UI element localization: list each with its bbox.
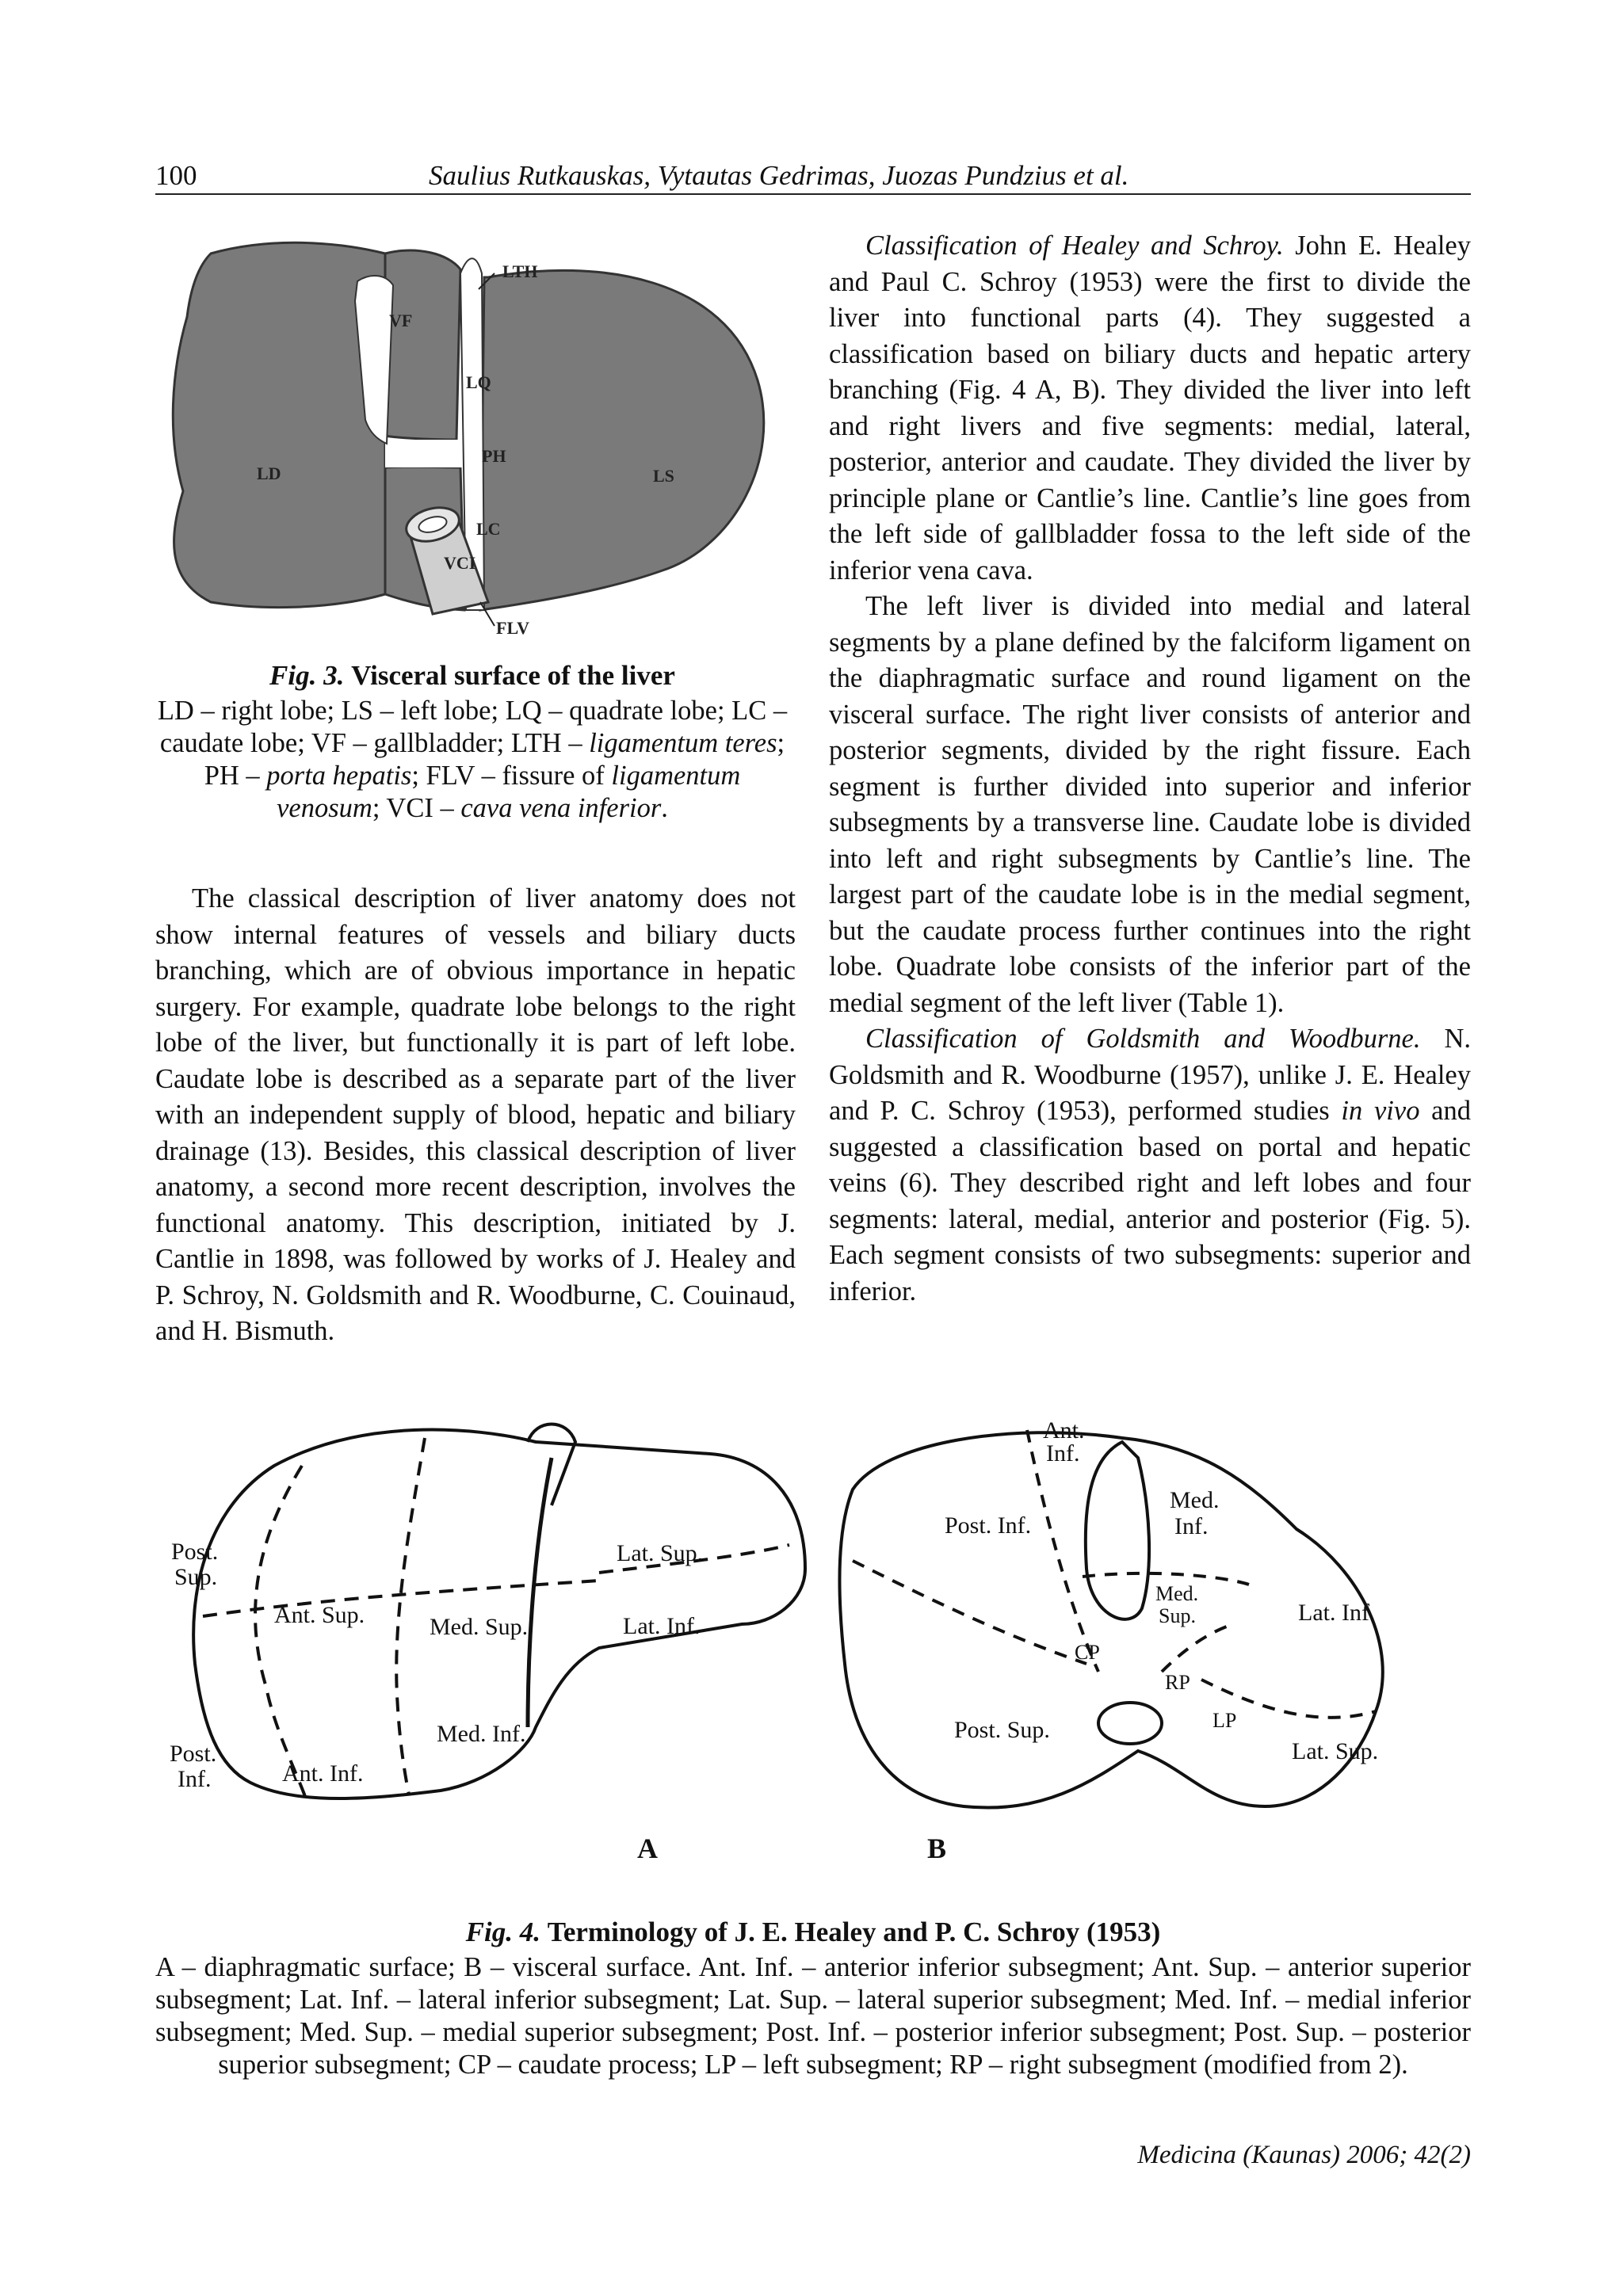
- b-med-inf-2: Inf.: [1174, 1513, 1209, 1539]
- b-med-sup-2: Sup.: [1159, 1604, 1196, 1627]
- paragraph-healey-schroy: Classification of Healey and Schroy. John E. Healey and Paul C. Schroy (1953) were the first to divide the liver into functional parts (4). They suggested a classification based on biliary ducts and hepatic artery branching (Fig. 4 A, B). They divided the liver into left and right livers and five segments: medial, lateral, posterior, anterior and caudate. They divided the liver by principle plane or Cantlie’s line. Cantlie’s line goes from the left side of gallbladder fossa to the left side of the inferior vena cava.: [829, 231, 1471, 585]
- label-ls: LS: [653, 466, 674, 486]
- header-authors: Saulius Rutkauskas, Vytautas Gedrimas, Juozas Pundzius et al.: [429, 160, 1129, 191]
- a-post-inf-1: Post.: [170, 1741, 217, 1767]
- label-ld: LD: [257, 463, 281, 483]
- figure-3-liver-diagram: [155, 230, 789, 642]
- quadrate-lobe-shape: [385, 250, 460, 440]
- b-cp: CP: [1075, 1641, 1100, 1664]
- b-ant-inf-1: Ant.: [1043, 1417, 1085, 1444]
- figure-4-title: Terminology of J. E. Healey and P. C. Schroy (1953): [547, 1917, 1161, 1947]
- page-number: 100: [155, 160, 197, 191]
- panel-b-label: B: [927, 1833, 947, 1864]
- label-lth: LTH: [502, 261, 538, 281]
- a-med-sup: Med. Sup.: [430, 1614, 529, 1640]
- panel-a-label: A: [637, 1833, 658, 1864]
- figure-3-title-line: [155, 659, 789, 692]
- label-lc: LC: [476, 519, 501, 539]
- label-vci: VCI: [444, 553, 476, 573]
- label-flv: FLV: [496, 618, 529, 638]
- figure-3-label: Fig. 3.: [269, 660, 345, 691]
- label-vf: VF: [389, 311, 413, 330]
- a-ant-sup: Ant. Sup.: [274, 1602, 365, 1628]
- b-rp: RP: [1165, 1671, 1190, 1694]
- figure-4-legend: A – diaphragmatic surface; B – visceral surface. Ant. Inf. – anterior inferior subsegment; Ant. Sup. – anterior superior subsegment; Lat. Inf. – lateral inferior subsegment; Lat. Sup. – lateral superior subsegment; Med. Inf. – medial inferior subsegment; Med. Sup. – medial superior subsegment; Post. Inf. – posterior inferior subsegment; Post. Sup. – posterior superior subsegment; CP – caudate process; LP – left subsegment; RP – right subsegment (modified from 2).: [155, 1952, 1471, 2080]
- paragraph-goldsmith-woodburne: Classification of Goldsmith and Woodburne. N. Goldsmith and R. Woodburne (1957), unlike J. E. Healey and P. C. Schroy (1953), performed studies in vivo and suggested a classification based on portal and hepatic veins (6). They described right and left lobes and four segments: lateral, medial, anterior and posterior (Fig. 5). Each segment consists of two subsegments: superior and inferior.: [829, 1024, 1471, 1306]
- label-ph: PH: [482, 446, 506, 466]
- paragraph-left-liver: The left liver is divided into medial and lateral segments by a plane defined by the falciform ligament on the diaphragmatic surface and round ligament on the visceral surface. The right liver consists of anterior and posterior segments, divided by the right fissure. Each segment is further divided into superior and inferior subsegments by a transverse line. Caudate lobe is divided into left and right subsegments by Cantlie’s line. The largest part of the caudate lobe is in the medial segment, but the caudate process further continues into the right lobe. Quadrate lobe consists of the inferior part of the medial segment of the left liver (Table 1).: [829, 591, 1471, 1018]
- journal-footer: Medicina (Kaunas) 2006; 42(2): [1137, 2141, 1471, 2169]
- porta-hepatis: [385, 440, 472, 467]
- figure-4-caption: [155, 1916, 1471, 2081]
- label-lq: LQ: [466, 372, 491, 392]
- b-lat-inf: Lat. Inf.: [1298, 1600, 1376, 1626]
- right-lobe-shape: [173, 242, 385, 607]
- paragraph-classical-anatomy: The classical description of liver anatomy does not show internal features of vessels and biliary ducts branching, which are of obvious importance in hepatic surgery. For example, quadrate lobe belongs to the right lobe of the liver, but functionally it is part of left lobe. Caudate lobe is described as a separate part of the liver with an independent supply of blood, hepatic and biliary drainage (13). Besides, this classical description of liver anatomy, a second more recent description, involves the functional anatomy. This description, initiated by J. Cantlie in 1898, was followed by works of J. Healey and P. Schroy, N. Goldsmith and R. Woodburne, C. Couinaud, and H. Bismuth.: [155, 883, 796, 1346]
- a-med-inf: Med. Inf.: [437, 1721, 526, 1747]
- b-med-inf-1: Med.: [1170, 1487, 1220, 1513]
- b-lp: LP: [1212, 1709, 1237, 1732]
- a-post-sup-1: Post.: [171, 1539, 219, 1565]
- figure-3-legend: LD – right lobe; LS – left lobe; LQ – quadrate lobe; LC – caudate lobe; VF – gallbladder; LTH – ligamentum teres; PH – porta hepatis; FLV – fissure of ligamentum venosum; VCI – cava vena inferior.: [157, 696, 788, 823]
- b-post-sup: Post. Sup.: [954, 1717, 1050, 1743]
- running-header: [155, 158, 1471, 195]
- figure-4-diagram: [155, 1410, 1471, 1917]
- figure-4-title-line: [155, 1916, 1471, 1948]
- left-column-text: [155, 881, 796, 1350]
- right-column-text: [829, 228, 1471, 1310]
- heading-goldsmith-woodburne: Classification of Goldsmith and Woodburne.: [865, 1024, 1421, 1054]
- b-post-inf: Post. Inf.: [945, 1512, 1032, 1539]
- a-post-sup-2: Sup.: [174, 1564, 218, 1590]
- figure-3-title: Visceral surface of the liver: [351, 660, 675, 691]
- figure-3-caption: [155, 659, 789, 825]
- b-med-sup-1: Med.: [1155, 1582, 1199, 1605]
- a-post-inf-2: Inf.: [178, 1766, 212, 1792]
- a-lat-sup: Lat. Sup.: [617, 1540, 704, 1566]
- heading-healey-schroy: Classification of Healey and Schroy.: [865, 231, 1284, 261]
- a-lat-inf: Lat. Inf.: [623, 1613, 701, 1639]
- left-lobe-shape: [480, 270, 764, 610]
- b-lat-sup: Lat. Sup.: [1292, 1738, 1379, 1764]
- a-ant-inf: Ant. Inf.: [282, 1760, 364, 1787]
- b-ant-inf-2: Inf.: [1046, 1440, 1080, 1466]
- figure-4-label: Fig. 4.: [465, 1917, 540, 1947]
